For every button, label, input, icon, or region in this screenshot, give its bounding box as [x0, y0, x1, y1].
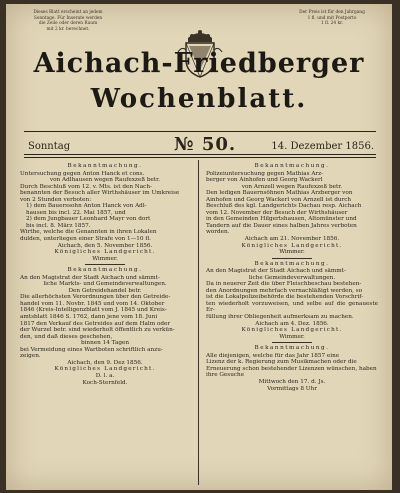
notice-line: 1 fl. 24 kr.	[320, 21, 344, 27]
text-line: Aichach, den 9. Dez 1856.	[67, 359, 143, 366]
text-line: in den Gemeinden Hilgertshausen, Altomünster und	[206, 216, 357, 223]
text-line: bei Vermeidung eines Wartboten schriftlich anzu-	[20, 346, 163, 353]
text-line: An den Magistrat der Stadt Aichach und sämmt-	[206, 268, 346, 275]
header-right-notice	[284, 10, 380, 38]
notice-heading: Bekanntmachung.	[67, 163, 143, 169]
divider	[24, 131, 376, 132]
text-line: hausen bis incl. 22. Mai 1857, und	[26, 209, 126, 216]
text-line: Tandern auf die Dauer eines halben Jahres verboten	[206, 222, 357, 229]
text-line: Erneuerung schon bestehender Lizenzen wünschen, haben	[206, 365, 377, 372]
text-line: Polizeiuntersuchung gegen Mathias Arz-	[206, 170, 324, 177]
left-column	[20, 162, 190, 490]
section-divider	[85, 264, 125, 265]
dateline	[24, 134, 376, 154]
text-line: worden.	[206, 229, 230, 236]
notice-line: 1 fl. und mit Postporto	[307, 15, 357, 21]
text-line: Aichach, den 5. November 1856.	[57, 242, 153, 249]
text-line: den Anordnungen mehrfach vernachläßigt werden, so	[206, 287, 363, 294]
section-divider	[272, 342, 312, 343]
text-line: Mittwoch den 17. d. Js.	[258, 378, 326, 385]
text-line: ist die Lokalpolizeibehörde die bestehenden Vorschrif-	[206, 294, 364, 301]
text-line: Beschluß des kgl. Landgerichts Dachau resp. Aichach	[206, 203, 362, 210]
text-line: amtsblatt 1846 S. 1762, dann jene vom 18. Juni	[20, 314, 158, 321]
text-line: Wimmer.	[279, 333, 305, 340]
text-line: 1846 (Kreis-Intelligenzblatt vom J. 1845 und Kreis-	[20, 307, 167, 314]
text-line: liche Gemeindeverwaltungen.	[248, 274, 336, 281]
text-line: Königliches Landgericht.	[241, 242, 343, 249]
text-line: den, und daß dieses geschehen,	[20, 333, 113, 340]
issue-number: № 50.	[174, 134, 237, 155]
text-line: Königliches Landgericht.	[241, 327, 343, 334]
text-line: Lizenz der k. Regierung zum Musikmachen oder die	[206, 359, 357, 366]
text-line: ihre Gesuche	[206, 372, 245, 379]
text-line: der Wurzel betr. sind wiederholt öffentlich zu verkün-	[20, 327, 175, 334]
text-line: Aichach am 21. November 1856.	[244, 236, 340, 243]
text-line: Aichach am 4. Dez. 1856.	[255, 320, 329, 327]
text-line: 1817 den Verkauf des Getreides auf dem Halm oder	[20, 320, 171, 327]
text-line: liche Markts- und Gemeindeverwaltungen.	[43, 281, 167, 288]
text-line: Da in neuerer Zeit die über Fleischbeschau bestehen-	[206, 281, 362, 288]
text-line: bis incl. 8. März 1857.	[26, 222, 91, 229]
text-line: von 2 Stunden verboten:	[20, 196, 92, 203]
newspaper-page	[6, 4, 392, 490]
text-line: An den Magistrat der Stadt Aichach und sämmt-	[20, 274, 160, 281]
issue-date: 14. Dezember 1856.	[271, 141, 374, 152]
text-line: 2) dem Jungbauer Leonhard Mayr von dort	[26, 216, 151, 223]
notice-heading: Bekanntmachung.	[254, 345, 330, 352]
text-line: Königliches Landgericht.	[54, 366, 156, 373]
text-line: zeigen.	[20, 353, 41, 360]
notice-line: Der Preis ist für den Jahrgang	[299, 10, 365, 15]
text-line: Wimmer.	[92, 255, 118, 262]
text-line: von Adlhausen wegen Raufexzeß betr.	[49, 177, 161, 184]
text-line: handel vom 11. Novbr. 1845 und vom 14. Oktober	[20, 300, 165, 307]
notice-heading: Bekanntmachung.	[67, 267, 143, 274]
text-line: ten wiederholt vorzuweisen, und selbe auf die genaueste Er-	[206, 300, 378, 314]
notice-line: Sonntage. Für Inserate werden	[33, 15, 103, 21]
text-line: Alle diejenigen, welche für das Jahr 1857 eine	[206, 352, 340, 359]
divider	[24, 154, 376, 155]
text-line: benannten der Besuch aller Wirthshäuser im Umkreise	[20, 190, 180, 197]
text-line: berger von Ainhofen und Georg Wackerl	[206, 177, 323, 184]
notice-heading: Bekanntmachung.	[254, 260, 330, 267]
masthead-subtitle: Wochenblatt.	[90, 84, 308, 114]
column-divider	[198, 160, 199, 485]
divider	[24, 157, 376, 158]
text-line: Durch Beschluß vom 12. v. Mts. ist den Nach-	[20, 183, 152, 190]
text-line: Untersuchung gegen Anton Hanck et cons.	[20, 170, 145, 177]
text-line: Vormittags 8 Uhr	[267, 385, 317, 392]
notice-line: Dieses Blatt erscheint an jedem	[33, 10, 103, 15]
text-line: dulden, unterliegen einer Strafe von 1—10 fl.	[20, 236, 151, 243]
text-line: Die allerhöchsten Verordnungen über den Getreide-	[20, 294, 171, 301]
text-line: Koch-Sternfeld.	[82, 379, 128, 386]
text-line: binnen 14 Tagen	[80, 340, 130, 347]
notice-heading: Bekanntmachung.	[254, 163, 330, 169]
text-line: von Arnzell wegen Raufexzeß betr.	[241, 183, 343, 190]
right-column	[206, 162, 378, 490]
text-line: füllung ihrer Obliegenheit aufmerksam zu machen.	[206, 314, 354, 321]
text-line: Wimmer.	[279, 249, 305, 256]
notice-line: die Zeile oder deren Raum	[38, 21, 98, 27]
text-line: 1) dem Bauerssohn Anton Hanck von Adl-	[26, 203, 147, 210]
masthead-title: Aichach-Friedberger	[33, 48, 365, 79]
notice-line: mit 2 kr. berechnet.	[46, 26, 90, 32]
text-line: Königliches Landgericht.	[54, 249, 156, 256]
text-line: Wirthe, welche die Genannten in ihren Lokalen	[20, 229, 157, 236]
header-left-notice	[20, 10, 116, 38]
weekday: Sonntag	[28, 141, 71, 152]
text-line: Den Getreidehandel betr.	[68, 287, 142, 294]
section-divider	[272, 258, 312, 259]
text-line: Ainhofen und Georg Wackerl von Arnzell ist durch	[206, 196, 352, 203]
text-line: Den ledigen Bauernsöhnen Mathias Arzberger von	[206, 190, 353, 197]
text-line: vom 12. November der Besuch der Wirthshäuser	[206, 209, 348, 216]
text-line: D. l. a.	[95, 372, 115, 379]
